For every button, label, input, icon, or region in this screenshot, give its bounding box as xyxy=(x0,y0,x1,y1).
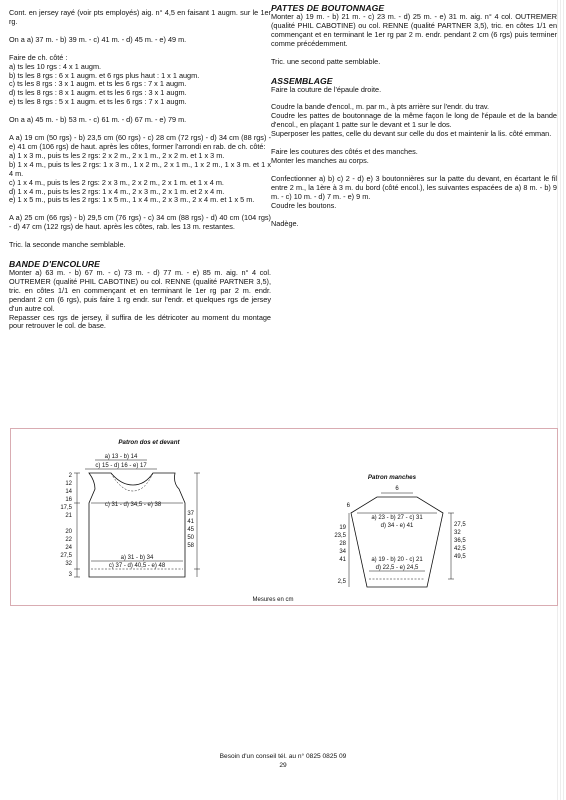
dim-value: 28 xyxy=(339,541,346,547)
paragraph: Tric. une second patte semblable. xyxy=(271,56,381,66)
paragraph: Monter a) 19 m. - b) 21 m. - c) 23 m. - d) 25 m. - e) 31 m. aig. n° 4 col. OUTREMER (qualité PHIL CABOTINE) ou col. RENNE (qualité PARTNER 3,5), tric. en côtes 1/1 en commençant et en terminant le 1er rg par 2 m. endr. pendant 2 cm (6 rgs) puis terminer comme précédemment. xyxy=(271,12,557,48)
sleeve-lower-a: a) 19 - b) 20 - c) 21 xyxy=(371,557,423,563)
paragraph: On a a) 37 m. - b) 39 m. - c) 41 m. - d) 45 m. - e) 49 m. xyxy=(9,34,187,44)
paragraph: A a) 19 cm (50 rgs) - b) 23,5 cm (60 rgs) - c) 28 cm (72 rgs) - d) 34 cm (88 rgs) - e) 41 cm (106 rgs) de haut. après les côtes, former l'arrondi en rab. de ch. côté: a) 1 x 3 m., puis ts les 2 rgs: 2 x 2 m., 2 x 1 m., 2 x 2 m. et 1 x 3 m. b) 1 x 4 m., puis ts les 2 rgs: 1 x 3 m., 1 x 2 m., 2 x 1 m., 1 x 2 m., 1 x 3 m. et 1 x 4 m. c) 1 x 4 m., puis ts les 2 rgs: 2 x 3 m., 2 x 2 m., 2 x 1 m. et 1 x 4 m. d) 1 x 4 m., puis ts les 2 rgs: 1 x 4 m., 2 x 3 m., 2 x 1 m. et 2 x 4 m. e) 1 x 5 m., puis ts les 2 rgs: 1 x 5 m., 1 x 4 m., 2 x 3 m., 2 x 4 m. et 1 x 5 m. xyxy=(9,133,271,205)
dim-value: 36,5 xyxy=(454,538,466,544)
dim-value: 49,5 xyxy=(454,554,466,560)
dim-value: 24 xyxy=(65,545,72,551)
dim-value: 19 xyxy=(339,525,346,531)
sleeve-outline xyxy=(351,497,443,587)
section-heading: ASSEMBLAGE xyxy=(271,75,333,86)
dim-value: 32 xyxy=(454,530,461,536)
neck-label: c) 31 - d) 34,5 - e) 38 xyxy=(104,502,162,508)
section-heading: PATTES DE BOUTONNAGE xyxy=(271,3,385,13)
waist-c: c) 37 - d) 40,5 - e) 48 xyxy=(108,563,166,569)
paragraph: Faire les coutures des côtés et des manches. Monter les manches au corps. xyxy=(271,147,418,165)
sleeve-title: Patron manches xyxy=(367,474,417,481)
dim-value: 22 xyxy=(65,537,72,543)
dim-value: 2 xyxy=(68,473,72,479)
paragraph: Faire de ch. côté : xyxy=(9,52,68,62)
body-top-c: c) 15 - d) 16 - e) 17 xyxy=(95,463,147,469)
dim-value: 21 xyxy=(65,513,72,519)
dim-value: 20 xyxy=(65,529,72,535)
sleeve-upper-a: a) 23 - b) 27 - c) 31 xyxy=(371,515,423,521)
dim-value: 32 xyxy=(65,561,72,567)
paragraph: On a a) 45 m. - b) 53 m. - c) 61 m. - d) 67 m. - e) 79 m. xyxy=(9,115,187,125)
dim-value: 16 xyxy=(65,497,72,503)
body-top-a: a) 13 - b) 14 xyxy=(104,454,138,460)
paragraph: A a) 25 cm (66 rgs) - b) 29,5 cm (76 rgs) - c) 34 cm (88 rgs) - d) 40 cm (104 rgs) - d) 47 cm (122 rgs) de haut. après les côtes, rab. les 13 m. restantes. xyxy=(9,213,271,232)
body-outline xyxy=(89,473,185,577)
dim-value: 23,5 xyxy=(334,533,346,539)
dim-value: 34 xyxy=(339,549,346,555)
sleeve-top: 6 xyxy=(395,486,399,492)
sleeve-lower-d: d) 22,5 - e) 24,5 xyxy=(375,565,419,571)
dim-value: 12 xyxy=(65,481,72,487)
dim-value: 2,5 xyxy=(337,579,346,585)
paragraph: Nadège. xyxy=(271,218,299,228)
pattern-diagram-svg xyxy=(11,429,557,605)
sleeve-upper-d: d) 34 - e) 41 xyxy=(380,523,414,529)
dim-value: 45 xyxy=(187,527,194,533)
paragraph: Faire la couture de l'épaule droite. xyxy=(271,84,382,94)
dim-value: 58 xyxy=(187,543,194,549)
paragraph: Monter a) 63 m. - b) 67 m. - c) 73 m. - d) 77 m. - e) 85 m. aig. n° 4 col. OUTREMER (qualité PHIL CABOTINE) ou col. RENNE (qualité PARTNER 3,5), tric. en côtes 1/1 en commençant et en terminant le 1er rg par 2 m. endr. pendant 2 cm (6 rgs), puis faire 1 rg endr. sur l'endr. et quelques rgs de jersey d'un autre col. Repasser ces rgs de jersey, il suffira de les détricoter au moment du montage pour retrouver le col. de base. xyxy=(9,268,271,331)
page-number: 29 xyxy=(279,762,287,769)
dim-value: 14 xyxy=(65,489,72,495)
dim-value: 37 xyxy=(187,511,194,517)
dim-value: 42,5 xyxy=(454,546,466,552)
right-text-column xyxy=(271,3,557,237)
dim-value: 27,5 xyxy=(60,553,72,559)
diagram-caption: Mesures en cm xyxy=(252,597,294,603)
sleeve-left-top: 6 xyxy=(346,503,350,509)
body-title: Patron dos et devant xyxy=(118,439,180,446)
left-text-column xyxy=(9,9,271,340)
sleeve-left-dimensions xyxy=(334,513,349,587)
dim-value: 17,5 xyxy=(60,505,72,511)
dim-value: 27,5 xyxy=(454,522,466,528)
sleeve-right-dimensions xyxy=(448,513,466,579)
section-heading: BANDE D'ENCOLURE xyxy=(9,259,101,270)
paragraph: Confectionner a) b) c) 2 - d) e) 3 boutonnières sur la patte du devant, en écartant le fil entre 2 m., la 1ère à 3 m. du bord (côté encol.), les suivantes espacées de a) 8 m. - b) 9 m. - c) 10 m. - d) 7 m. - e) 9 m. Coudre les boutons. xyxy=(271,173,557,210)
help-phone-line: Besoin d'un conseil tél. au n° 0825 0825 09 xyxy=(219,753,347,760)
paragraph: Tric. la seconde manche semblable. xyxy=(9,240,126,250)
pattern-diagram xyxy=(10,428,558,606)
dim-value: 41 xyxy=(187,519,194,525)
paragraph: Coudre la bande d'encol., m. par m., à pts arrière sur l'endr. du trav. Coudre les pattes de boutonnage de la même façon le long de l'épaule et de la bande d'encol., en plaçant 1 patte sur le devant et 1 sur le dos. Superposer les pattes, celle du devant sur celle du dos et maintenir la lis. côté emman. xyxy=(271,102,557,139)
dim-value: 3 xyxy=(68,572,72,578)
right-dimensions xyxy=(187,473,200,577)
page-edge-stripe xyxy=(557,0,566,800)
dim-value: 41 xyxy=(339,557,346,563)
left-dimensions xyxy=(60,473,80,578)
front-neckline xyxy=(111,473,153,491)
paragraph: a) ts les 10 rgs : 4 x 1 augm. b) ts les 8 rgs : 6 x 1 augm. et 6 rgs plus haut : 1 x 1 augm. c) ts les 8 rgs : 3 x 1 augm. et ts les 6 rgs : 7 x 1 augm. d) ts les 8 rgs : 8 x 1 augm. et ts les 6 rgs : 3 x 1 augm. e) ts les 8 rgs : 5 x 1 augm. et ts les 6 rgs : 7 x 1 augm. xyxy=(9,61,200,107)
dim-value: 50 xyxy=(187,535,194,541)
paragraph: Cont. en jersey rayé (voir pts employés) aig. n° 4,5 en faisant 1 augm. sur le 1er rg. xyxy=(9,8,271,26)
waist-a: a) 31 - b) 34 xyxy=(120,555,154,561)
